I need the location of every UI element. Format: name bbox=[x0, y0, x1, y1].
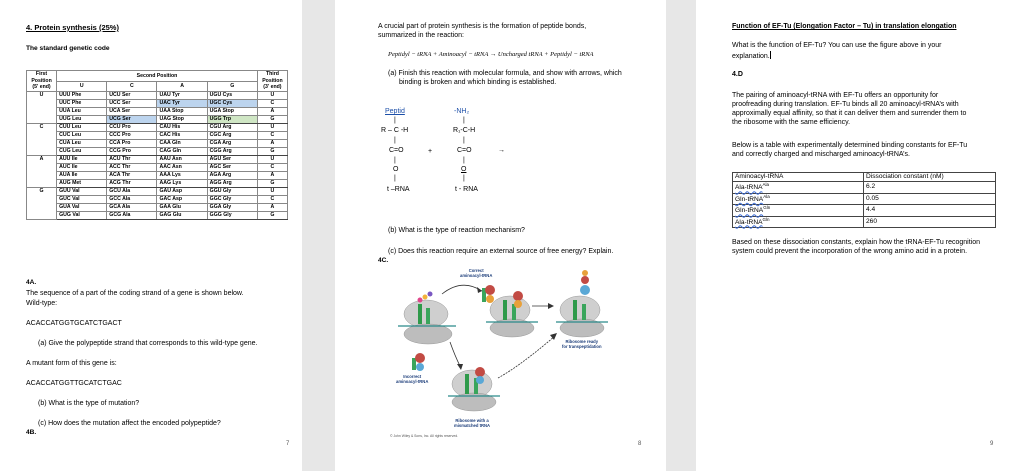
codon-cell: CUU Leu bbox=[57, 123, 107, 131]
ef-tu-diagram bbox=[390, 266, 620, 441]
trna-cell bbox=[733, 205, 864, 216]
codon-row bbox=[27, 91, 288, 99]
codon-cell: AGU Ser bbox=[207, 155, 257, 163]
base-header: U bbox=[57, 82, 107, 92]
left-trna: t –RNA bbox=[387, 186, 410, 193]
codon-cell: ACA Thr bbox=[107, 171, 157, 179]
codon-cell: UGU Cys bbox=[207, 91, 257, 99]
kd-cell: 6.2 bbox=[864, 182, 996, 193]
kd-cell: 4.4 bbox=[864, 205, 996, 216]
first-base: U bbox=[27, 91, 57, 123]
left-ester-oxygen: O bbox=[393, 166, 399, 173]
codon-cell: UCG Ser bbox=[107, 115, 157, 123]
codon-cell: AAG Lys bbox=[157, 179, 207, 187]
question-a-line-2: binding is broken and which binding is established. bbox=[399, 79, 557, 86]
bond-line: | bbox=[463, 137, 465, 144]
arrow-path bbox=[442, 285, 482, 294]
codon-cell: CAG Gln bbox=[157, 147, 207, 155]
text-cursor bbox=[770, 51, 771, 59]
codon-cell: AUC Ile bbox=[57, 163, 107, 171]
wildtype-label: Wild-type: bbox=[26, 300, 58, 307]
intro-line-2: summarized in the reaction: bbox=[378, 32, 464, 39]
question-4a-label: 4A. bbox=[26, 279, 37, 286]
paragraph-line: system could prevent the incorporation of the wrong amino acid in a protein. bbox=[732, 248, 968, 255]
peptide-label: Peptid bbox=[385, 108, 405, 115]
codon-cell: UCA Ser bbox=[107, 107, 157, 115]
codon-cell: CGU Arg bbox=[207, 123, 257, 131]
codon-cell: GGC Gly bbox=[207, 195, 257, 203]
codon-cell: GAG Glu bbox=[157, 211, 207, 219]
label-ribosome-ready: Ribosome ready for transpeptidation bbox=[562, 339, 602, 350]
codon-cell: UCC Ser bbox=[107, 99, 157, 107]
codon-cell: GUC Val bbox=[57, 195, 107, 203]
table-row bbox=[733, 193, 996, 204]
question-4a-intro: The sequence of a part of the coding strand of a gene is shown below. bbox=[26, 290, 244, 297]
first-base: C bbox=[27, 123, 57, 155]
codon-cell: GCA Ala bbox=[107, 203, 157, 211]
section-heading: 4. Protein synthesis (25%) bbox=[26, 23, 119, 32]
codon-row bbox=[27, 195, 288, 203]
codon-cell: AUG Met bbox=[57, 179, 107, 187]
third-base: A bbox=[257, 107, 287, 115]
trna-superscript: Ala bbox=[763, 193, 770, 199]
codon-cell: AAA Lys bbox=[157, 171, 207, 179]
codon-cell: CAA Gln bbox=[157, 139, 207, 147]
codon-cell: GGA Gly bbox=[207, 203, 257, 211]
column-header-trna: Aminoacyl-tRNA bbox=[733, 173, 864, 182]
codon-cell: UAA Stop bbox=[157, 107, 207, 115]
correct-aa-trna-complex bbox=[482, 285, 495, 303]
figure-copyright: © John Wiley & Sons, Inc. All rights reserved. bbox=[390, 434, 459, 438]
column-header-kd: Dissociation constant (nM) bbox=[864, 173, 996, 182]
codon-cell: CCU Pro bbox=[107, 123, 157, 131]
trna-cell bbox=[733, 216, 864, 227]
third-base: G bbox=[257, 211, 287, 219]
label-correct: Correct aminoacyl-tRNA bbox=[460, 268, 493, 279]
trna-cell bbox=[733, 193, 864, 204]
bond-line: | bbox=[394, 175, 396, 182]
third-base: C bbox=[257, 99, 287, 107]
codon-cell: AAC Asn bbox=[157, 163, 207, 171]
codon-cell: UAG Stop bbox=[157, 115, 207, 123]
intro-line-1: A crucial part of protein synthesis is the formation of peptide bonds, bbox=[378, 23, 587, 30]
question-4c-label: 4C. bbox=[378, 257, 389, 264]
label-mismatched: Ribosome with a mismatched tRNA bbox=[454, 418, 491, 429]
third-base: U bbox=[257, 91, 287, 99]
codon-cell: AAU Asn bbox=[157, 155, 207, 163]
third-base: U bbox=[257, 187, 287, 195]
trna-name: Gln-tRNA bbox=[735, 207, 764, 215]
trna-name: Ala-tRNA bbox=[735, 184, 763, 192]
bond-line: | bbox=[463, 175, 465, 182]
incorrect-aa-trna-complex bbox=[412, 353, 425, 371]
codon-cell: AGA Arg bbox=[207, 171, 257, 179]
ribosome-left bbox=[398, 292, 456, 345]
table-row bbox=[733, 205, 996, 216]
ef-tu-figure bbox=[390, 266, 620, 441]
left-alpha-carbon: R – C -H bbox=[381, 127, 409, 134]
question-4b-label: 4B. bbox=[26, 429, 37, 436]
codon-cell: ACG Thr bbox=[107, 179, 157, 187]
arrowhead bbox=[457, 364, 463, 370]
codon-cell: GAU Asp bbox=[157, 187, 207, 195]
codon-cell: AUU Ile bbox=[57, 155, 107, 163]
codon-cell: CUA Leu bbox=[57, 139, 107, 147]
codon-cell: GGU Gly bbox=[207, 187, 257, 195]
codon-cell: CUC Leu bbox=[57, 131, 107, 139]
paragraph-line: Below is a table with experimentally determined binding constants for EF-Tu bbox=[732, 142, 968, 149]
codon-row bbox=[27, 171, 288, 179]
paragraph-line: approximally equal affinity, so that it can deliver them and surrender them to bbox=[732, 110, 967, 117]
codon-cell: CCG Pro bbox=[107, 147, 157, 155]
paragraph-line: The pairing of aminoacyl-tRNA with EF-Tu offers an opportunity for bbox=[732, 92, 939, 99]
page-9 bbox=[696, 0, 1024, 471]
codon-cell: AUA Ile bbox=[57, 171, 107, 179]
right-trna: t - RNA bbox=[455, 186, 478, 193]
paragraph-line: and correctly charged and mischarged aminoacyl-tRNA’s. bbox=[732, 151, 910, 158]
second-position-header: Second Position bbox=[57, 71, 258, 82]
table-row bbox=[733, 216, 996, 227]
plus-sign: + bbox=[428, 148, 433, 155]
codon-cell: AGG Arg bbox=[207, 179, 257, 187]
third-base: C bbox=[257, 131, 287, 139]
third-base: A bbox=[257, 139, 287, 147]
codon-cell: UAC Tyr bbox=[157, 99, 207, 107]
codon-cell: UGC Cys bbox=[207, 99, 257, 107]
left-carbonyl: C=O bbox=[389, 147, 404, 154]
codon-row bbox=[27, 187, 288, 195]
codon-row bbox=[27, 139, 288, 147]
trna-name: Ala-tRNA bbox=[735, 218, 763, 226]
paragraph-line: proofreading during translation. EF-Tu binds all 20 aminoacyl-tRNA’s with bbox=[732, 101, 959, 108]
codon-cell: CAC His bbox=[157, 131, 207, 139]
table-header-row bbox=[733, 173, 996, 182]
codon-row bbox=[27, 179, 288, 187]
mutant-label: A mutant form of this gene is: bbox=[26, 360, 117, 367]
codon-cell: UCU Ser bbox=[107, 91, 157, 99]
dissociation-table bbox=[732, 172, 996, 228]
table-row bbox=[733, 182, 996, 193]
codon-cell: GCU Ala bbox=[107, 187, 157, 195]
base-header: G bbox=[207, 82, 257, 92]
codon-cell: CGA Arg bbox=[207, 139, 257, 147]
codon-cell: CGG Arg bbox=[207, 147, 257, 155]
question-4a-a: (a) Give the polypeptide strand that corresponds to this wild-type gene. bbox=[38, 340, 258, 347]
codon-cell: UAU Tyr bbox=[157, 91, 207, 99]
bond-line: | bbox=[394, 157, 396, 164]
trna-cell bbox=[733, 182, 864, 193]
codon-cell: GAC Asp bbox=[157, 195, 207, 203]
mutant-sequence: ACACCATGGTTGCATCTGAC bbox=[26, 380, 122, 387]
third-base: A bbox=[257, 203, 287, 211]
arrowhead bbox=[477, 287, 482, 293]
codon-cell: CGC Arg bbox=[207, 131, 257, 139]
codon-row bbox=[27, 99, 288, 107]
bond-line: | bbox=[394, 117, 396, 124]
page-7 bbox=[0, 0, 302, 471]
page-number: 8 bbox=[638, 441, 642, 447]
trna-superscript: Gln bbox=[762, 216, 770, 222]
amino-group: -NH₂ bbox=[454, 108, 470, 115]
third-base: G bbox=[257, 147, 287, 155]
codon-cell: ACC Thr bbox=[107, 163, 157, 171]
trna-superscript: Ala bbox=[762, 182, 769, 188]
codon-cell: GUU Val bbox=[57, 187, 107, 195]
codon-cell: UGG Trp bbox=[207, 115, 257, 123]
third-base: A bbox=[257, 171, 287, 179]
third-base: G bbox=[257, 115, 287, 123]
codon-row bbox=[27, 123, 288, 131]
first-position-header: First Position (5' end) bbox=[27, 71, 57, 92]
genetic-code-table bbox=[26, 70, 288, 220]
wildtype-sequence: ACACCATGGTGCATCTGACT bbox=[26, 320, 122, 327]
third-base: C bbox=[257, 163, 287, 171]
codon-cell: UUA Leu bbox=[57, 107, 107, 115]
codon-cell: GUG Val bbox=[57, 211, 107, 219]
codon-cell: ACU Thr bbox=[107, 155, 157, 163]
codon-cell: GGG Gly bbox=[207, 211, 257, 219]
trna-name: Gln-tRNA bbox=[735, 195, 764, 203]
codon-row bbox=[27, 203, 288, 211]
base-header: C bbox=[107, 82, 157, 92]
third-base: C bbox=[257, 195, 287, 203]
reaction-equation: Peptidyl − tRNA + Aminoacyl − tRNA → Uncharged tRNA + Peptidyl − tRNA bbox=[388, 51, 594, 58]
page-number: 7 bbox=[286, 441, 290, 447]
bond-line: | bbox=[463, 157, 465, 164]
question-a-line-1: (a) Finish this reaction with molecular formula, and show with arrows, which bbox=[388, 70, 622, 77]
kd-cell: 260 bbox=[864, 216, 996, 227]
page-number: 9 bbox=[990, 441, 994, 447]
codon-cell: CUG Leu bbox=[57, 147, 107, 155]
codon-row bbox=[27, 107, 288, 115]
question-c: (c) Does this reaction require an external source of free energy? Explain. bbox=[388, 248, 614, 255]
codon-cell: UGA Stop bbox=[207, 107, 257, 115]
arrowhead bbox=[548, 303, 554, 309]
ef-tu-question-line-1: What is the function of EF-Tu? You can use the figure above in your bbox=[732, 42, 942, 49]
codon-cell: UUC Phe bbox=[57, 99, 107, 107]
codon-cell: CCA Pro bbox=[107, 139, 157, 147]
third-base: U bbox=[257, 155, 287, 163]
bond-line: | bbox=[394, 137, 396, 144]
codon-cell: UUU Phe bbox=[57, 91, 107, 99]
codon-cell: CCC Pro bbox=[107, 131, 157, 139]
paragraph-line: Based on these dissociation constants, explain how the tRNA-EF-Tu recognition bbox=[732, 239, 980, 246]
arrow-path bbox=[498, 336, 555, 378]
right-ester-oxygen: O bbox=[461, 166, 467, 173]
arrow-path bbox=[450, 342, 460, 366]
question-4d-label: 4.D bbox=[732, 71, 743, 78]
codon-row bbox=[27, 115, 288, 123]
third-position-header: Third Position (3' end) bbox=[257, 71, 287, 92]
codon-cell: UUG Leu bbox=[57, 115, 107, 123]
question-4a-b: (b) What is the type of mutation? bbox=[38, 400, 140, 407]
codon-row bbox=[27, 211, 288, 219]
question-4a-c: (c) How does the mutation affect the encoded polypeptide? bbox=[38, 420, 221, 427]
genetic-code-title: The standard genetic code bbox=[26, 45, 110, 52]
bond-line: | bbox=[463, 117, 465, 124]
right-carbonyl: C=O bbox=[457, 147, 472, 154]
label-incorrect: Incorrect aminoacyl-tRNA bbox=[396, 374, 429, 385]
codon-row bbox=[27, 155, 288, 163]
ribosome-mismatched bbox=[448, 367, 500, 411]
codon-cell: GAA Glu bbox=[157, 203, 207, 211]
trna-superscript: Gln bbox=[763, 205, 771, 211]
first-base: G bbox=[27, 187, 57, 219]
codon-cell: CAU His bbox=[157, 123, 207, 131]
reaction-arrow: → bbox=[498, 147, 505, 154]
ribosome-right bbox=[556, 270, 608, 337]
right-alpha-carbon: R₁-C-H bbox=[453, 127, 476, 134]
codon-cell: GCG Ala bbox=[107, 211, 157, 219]
third-base: G bbox=[257, 179, 287, 187]
question-b: (b) What is the type of reaction mechanism? bbox=[388, 227, 525, 234]
paragraph-line: the ribosome with the same efficiency. bbox=[732, 119, 851, 126]
codon-row bbox=[27, 147, 288, 155]
page-8 bbox=[335, 0, 666, 471]
ef-tu-question-line-2[interactable]: explanation. bbox=[732, 53, 770, 60]
first-base: A bbox=[27, 155, 57, 187]
ef-tu-heading: Function of EF-Tu (Elongation Factor – Tu) in translation elongation bbox=[732, 23, 957, 30]
codon-cell: AGC Ser bbox=[207, 163, 257, 171]
codon-cell: GCC Ala bbox=[107, 195, 157, 203]
third-base: U bbox=[257, 123, 287, 131]
codon-cell: GUA Val bbox=[57, 203, 107, 211]
base-header: A bbox=[157, 82, 207, 92]
codon-row bbox=[27, 163, 288, 171]
codon-row bbox=[27, 131, 288, 139]
kd-cell: 0.05 bbox=[864, 193, 996, 204]
